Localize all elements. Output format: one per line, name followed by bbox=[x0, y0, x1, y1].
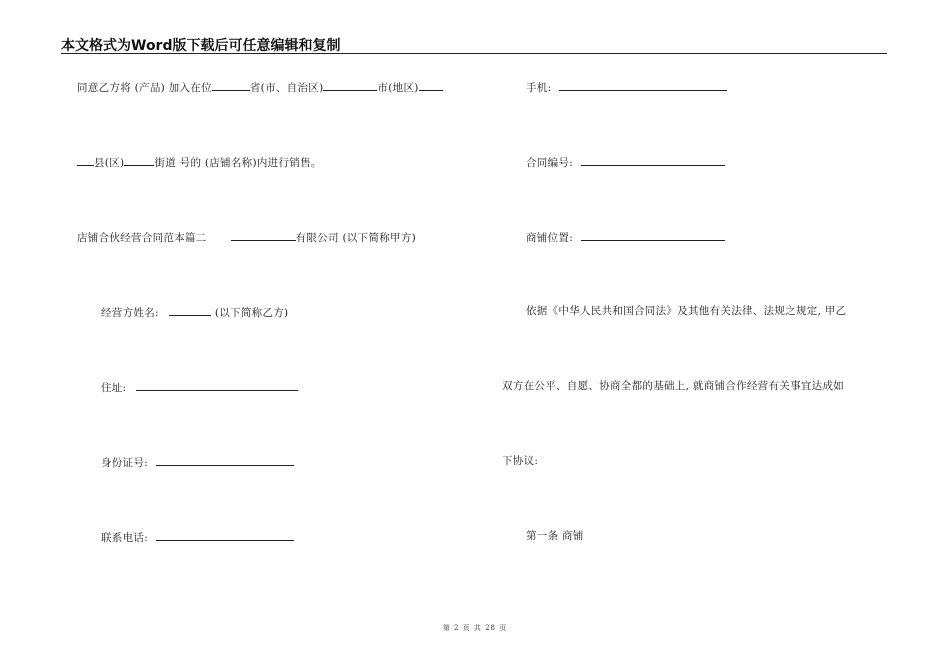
left-line-2 bbox=[77, 154, 322, 170]
blank-field bbox=[212, 79, 250, 91]
mobile-label: 手机: bbox=[526, 82, 552, 94]
right-line-3 bbox=[526, 229, 725, 245]
right-line-2 bbox=[526, 154, 725, 170]
left-line-4 bbox=[101, 304, 288, 320]
shop-location-blank bbox=[581, 229, 725, 241]
phone-label: 联系电话: bbox=[101, 532, 149, 544]
address-label: 住址: bbox=[101, 382, 127, 394]
right-line-1 bbox=[526, 79, 727, 95]
shop-location-label: 商铺位置: bbox=[526, 232, 574, 244]
left-line-1-text-a: 同意乙方将 (产品) 加入在位 bbox=[77, 82, 212, 94]
blank-field bbox=[323, 79, 377, 91]
document-header-title: 本文格式为Word版下载后可任意编辑和复制 bbox=[61, 38, 341, 54]
blank-field bbox=[77, 154, 94, 166]
left-line-2-text-a: 县(区) bbox=[94, 157, 125, 169]
operator-name-blank bbox=[169, 304, 211, 316]
left-line-7 bbox=[101, 529, 294, 545]
blank-field bbox=[124, 154, 154, 166]
right-paragraph-line-2: 双方在公平、自愿、协商全都的基础上, 就商铺合作经营有关事宜达成如 bbox=[502, 380, 845, 392]
contract-number-blank bbox=[581, 154, 725, 166]
left-line-1 bbox=[77, 79, 443, 95]
left-line-3-text-b: 有限公司 (以下简称甲方) bbox=[295, 232, 417, 244]
article-title: 店铺合伙经营合同范本篇二 bbox=[77, 232, 207, 244]
blank-field bbox=[419, 79, 443, 91]
address-blank bbox=[136, 379, 298, 391]
left-line-6 bbox=[101, 454, 294, 470]
left-line-2-text-b: 街道 号的 (店铺名称)内进行销售。 bbox=[154, 157, 322, 169]
left-line-1-text-c: 市(地区) bbox=[377, 82, 419, 94]
operator-name-label: 经营方姓名: bbox=[101, 307, 159, 319]
id-number-label: 身份证号: bbox=[101, 457, 149, 469]
right-paragraph-line-3: 下协议: bbox=[502, 455, 539, 467]
mobile-blank bbox=[559, 79, 727, 91]
section-heading: 第一条 商铺 bbox=[526, 530, 584, 542]
page-number-footer: 第 2 页 共 28 页 bbox=[442, 624, 508, 632]
header-divider bbox=[61, 53, 887, 54]
id-number-blank bbox=[156, 454, 294, 466]
right-paragraph-line-1: 依据《中华人民共和国合同法》及其他有关法律、法规之规定, 甲乙 bbox=[526, 305, 847, 317]
left-line-1-text-b: 省(市、自治区) bbox=[249, 82, 324, 94]
contract-number-label: 合同编号: bbox=[526, 157, 574, 169]
left-line-5 bbox=[101, 379, 298, 395]
blank-field bbox=[231, 229, 296, 241]
phone-blank bbox=[156, 529, 294, 541]
left-line-3 bbox=[77, 229, 416, 245]
left-line-4-text-b: (以下简称乙方) bbox=[214, 307, 289, 319]
